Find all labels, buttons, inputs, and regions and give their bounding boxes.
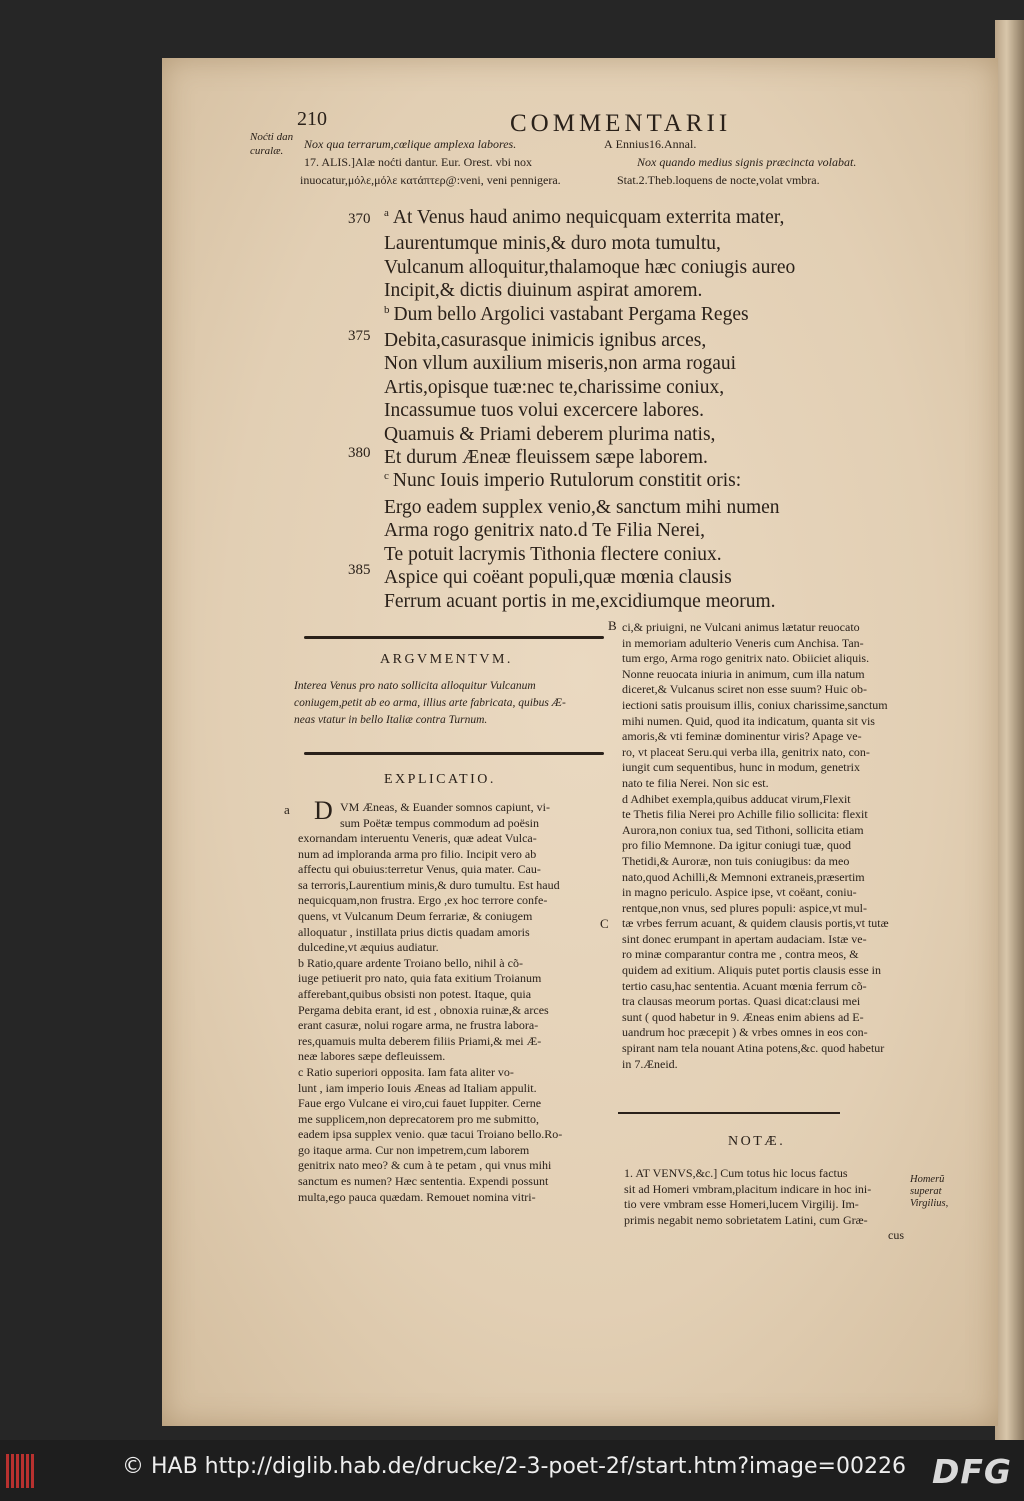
verse-mark: b (384, 303, 390, 316)
verse-text: Et durum Æneæ fleuissem sæpe laborem. (384, 447, 708, 469)
explicatio-line: neæ labores sæpe defleuissem. (298, 1049, 446, 1064)
left-gloss-line: Noćti dan (250, 131, 294, 143)
verse-line (384, 232, 795, 255)
right-column-line: Aurora,non coniux tua, sed Tithoni, sollicita etiam (622, 822, 864, 837)
header-line-left: Nox qua terrarum,cœlique amplexa labores. (304, 137, 517, 151)
explicatio-line: c Ratio superiori opposita. Iam fata aliter vo- (298, 1064, 514, 1079)
margin-letter: C (600, 916, 609, 931)
verse-text: Ferrum acuant portis in me,excidiumque meorum. (384, 590, 776, 612)
right-column-line: sint donec erumpant in apertam audaciam. Istæ ve- (622, 931, 867, 946)
explicatio-line: nequicquam,non frustra. Ergo ,ex hoc terrore confe- (298, 893, 548, 908)
explicatio-line: Pergama debita erant, id est , obnoxia ruinæ,& arces (298, 1002, 549, 1017)
right-column-line: tra clausas meorum portas. Quasi dicat:clausi mei (622, 994, 861, 1009)
notae-body (624, 1166, 904, 1244)
verse-line (384, 590, 795, 613)
verse-text: Arma rogo genitrix nato.d Te Filia Nerei, (384, 520, 706, 542)
verse-number: 385 (348, 562, 371, 578)
verse-number: 380 (348, 445, 371, 461)
copyright-link[interactable]: © HAB http://diglib.hab.de/drucke/2-3-poet-2f/start.htm?image=00226 (122, 1454, 906, 1479)
verse-text: Nunc Iouis imperio Rutulorum constitit oris: (392, 470, 742, 492)
verse-line (384, 279, 795, 302)
header-line-1-right (604, 136, 696, 152)
section-rule (304, 752, 604, 755)
explicatio-line: Faue ergo Vulcane ei viro,cui fauet Iuppiter. Cerne (298, 1096, 542, 1111)
argumentum-line: Interea Venus pro nato sollicita alloquitur Vulcanum (294, 680, 536, 692)
header-line-2-right (637, 154, 856, 170)
verse-text: Debita,casurasque inimicis ignibus arces, (384, 330, 707, 352)
right-column-line: iectioni satis prouisum illis, coniux charissime,sanctum (622, 697, 888, 712)
margin-note-line: Homerũ (910, 1174, 945, 1185)
dfg-logo: DFG (932, 1452, 1013, 1491)
verse-text: Vulcanum alloquitur,thalamoque hæc coniugis aureo (384, 256, 796, 278)
verse-number: 370 (348, 211, 371, 227)
explicatio-first-lines (340, 800, 550, 831)
verse-text: Incipit,& dictis diuinum aspirat amorem. (384, 280, 703, 302)
notae-title: NOTÆ. (728, 1134, 786, 1149)
header-line-left: 17. ALIS.]Alæ noćti dantur. Eur. Orest. vbi nox (304, 155, 532, 169)
folio-number: 210 (297, 108, 327, 130)
right-column-body (622, 620, 889, 1072)
verse-line (384, 566, 795, 589)
right-column-line: Nonne reuocata iniuria in animum, cum illa natum (622, 666, 865, 681)
verse-line (384, 469, 795, 495)
verse-line (384, 543, 795, 566)
header-ref-letter: A (604, 137, 613, 151)
verse-text: Laurentumque minis,& duro mota tumultu, (384, 233, 721, 255)
header-line-1 (304, 136, 516, 152)
right-column-line: quidem ad exitium. Aliquis putet portis clausis esse in (622, 963, 881, 978)
explicatio-line: res,quamuis multa deberem filiis Priami,& mei Æ- (298, 1033, 542, 1048)
right-column-line: ro, vt placeat Seru.qui verba illa, genitrix nato, con- (622, 744, 870, 759)
verse-text: Dum bello Argolici vastabant Pergama Reges (393, 303, 749, 325)
right-column-line: sunt ( quod habetur in 9. Æneas enim abiens ad E- (622, 1009, 864, 1024)
verse-text: Non vllum auxilium miseris,non arma rogaui (384, 353, 737, 375)
verse-line (384, 206, 795, 232)
explicatio-line: multa,ego pauca quædam. Remouet nomina vitri- (298, 1189, 536, 1204)
verse-text: Quamuis & Priami deberem plurima natis, (384, 423, 716, 445)
hab-logo-icon (6, 1454, 40, 1488)
explicatio-line: VM Æneas, & Euander somnos capiunt, vi- (340, 800, 550, 814)
verse-mark: c (384, 470, 389, 483)
explicatio-line: eadem ipsa supplex venio. quæ tacui Troiano bello.Ro- (298, 1127, 563, 1142)
right-column-line: pro filio Memnone. Da igitur coniugi tuæ, quod (622, 838, 851, 853)
running-head: COMMENTARII (510, 110, 732, 137)
verse-line (384, 446, 795, 469)
left-gloss (250, 130, 293, 158)
right-column-line: tæ vrbes ferrum acuant, & quidem clausis portis,vt tutæ (622, 916, 889, 931)
right-column-line: nato,quod Achilli,& Memnoni extraneis,præsertim (622, 869, 865, 884)
right-column-line: in magno periculo. Aspice ipse, vt coëant, coniu- (622, 885, 857, 900)
notae-line: 1. AT VENVS,&c.] Cum totus hic locus factus (624, 1166, 848, 1180)
verse-text: Ergo eadem supplex venio,& sanctum mihi numen (384, 496, 780, 518)
right-column-line: ro minæ comparantur contra me , contra meos, & (622, 947, 859, 962)
header-line-3 (300, 172, 561, 188)
right-column-line: uandrum hoc præcepit ) & vrbes omnes in eos con- (622, 1025, 868, 1040)
explicatio-line: sa terroris,Laurentium minis,& duro tumultu. Est haud (298, 877, 560, 892)
explicatio-line: sum Poëtæ tempus commodum ad poësin (340, 815, 539, 830)
book-binding-edge (995, 20, 1024, 1440)
verse-text: Aspice qui coëant populi,quæ mœnia clausis (384, 567, 732, 589)
verse-line (384, 423, 795, 446)
verse-text: At Venus haud animo nequicquam exterrita mater, (392, 207, 785, 228)
right-column-line: rentque,non vnus, sed plures populi: aspice,vt mul- (622, 900, 867, 915)
explicatio-line: b Ratio,quare ardente Troiano bello, nihil à cõ- (298, 955, 523, 970)
right-column-line: tum ergo, Arma rogo genitrix nato. Obiiciet aliquis. (622, 651, 870, 666)
verse-line (384, 496, 795, 519)
margin-note-line: superat (910, 1186, 942, 1197)
explicatio-line: exornandam interuentu Veneris, quæ adeat Vulca- (298, 831, 537, 845)
notae-line: tio vere vmbram esse Homeri,lucem Virgilij. Im- (624, 1197, 859, 1212)
verse-line (384, 329, 795, 352)
section-rule (304, 636, 604, 639)
explicatio-line: affectu qui obuius:terretur Venus, quia mater. Cau- (298, 862, 541, 877)
explicatio-line: go itaque arma. Cur non impetrem,cum laborem (298, 1142, 530, 1157)
book-page (162, 58, 998, 1426)
right-column-line: in memoriam adulterio Veneris cum Anchisa. Tan- (622, 635, 864, 650)
explicatio-line: me supplicem,non deprecatorem pro me submitto, (298, 1111, 539, 1126)
verse-text: Te potuit lacrymis Tithonia flectere coniux. (384, 543, 722, 565)
explicatio-line: num ad imploranda arma pro filio. Incipit vero ab (298, 846, 537, 861)
notae-line: cus (888, 1228, 904, 1243)
explicatio-line: quens, vt Vulcanum Deum ferrariæ, & coniugem (298, 908, 533, 923)
verse-line (384, 519, 795, 542)
explicatio-line: alloquatur , instillata prius dictis quadam amoris (298, 924, 530, 939)
explicatio-line: lunt , iam imperio Iouis Æneas ad Italiam appulit. (298, 1080, 537, 1095)
left-gloss-line: curalæ. (250, 145, 284, 157)
right-column-line: iungit cum sequentibus, hunc in modum, genetrix (622, 760, 860, 775)
verse-line (384, 352, 795, 375)
right-column-line: ci,& priuigni, ne Vulcani animus lætatur reuocato (622, 620, 860, 634)
argumentum-line: neas vtatur in bello Italiæ contra Turnum. (294, 714, 488, 726)
section-rule (618, 1112, 840, 1114)
argumentum-text (294, 678, 566, 729)
viewer-footer (0, 1440, 1024, 1501)
explicatio-line: sanctum es numen? Hæc sententia. Expendi possunt (298, 1174, 549, 1189)
right-column-line: d Adhibet exempla,quibus adducat virum,Flexit (622, 791, 851, 806)
verse-line (384, 256, 795, 279)
right-column-line: Thetidi,& Auroræ, non tuis coniugibus: da meo (622, 853, 850, 868)
argumentum-line: coniugem,petit ab eo arma, illius arte fabricata, quibus Æ- (294, 697, 566, 709)
right-column-line: in 7.Æneid. (622, 1056, 678, 1071)
explicatio-line: genitrix nato meo? & cum à te petam , qui vnus mihi (298, 1158, 552, 1173)
verse-number: 375 (348, 328, 371, 344)
margin-letter: a (284, 802, 290, 817)
margin-note (910, 1174, 948, 1210)
right-column-line: mihi numen. Quid, quod ita indicatum, quanta sit vis (622, 713, 875, 728)
explicatio-line: dulcedine,vt æquius audiatur. (298, 940, 439, 955)
verse-text: Incassumue tuos volui excercere labores. (384, 400, 704, 422)
margin-note-line: Virgilius, (910, 1198, 949, 1209)
header-line-left: inuocatur,μόλε,μόλε κατάπτερ@:veni, veni pennigera. (300, 173, 561, 187)
verse-line (384, 303, 795, 329)
notae-line: sit ad Homeri vmbram,placitum indicare in hoc ini- (624, 1181, 872, 1196)
header-line-right: Ennius16.Annal. (615, 137, 697, 151)
right-column-line: nato te filia Nerei. Non sic est. (622, 775, 769, 790)
explicatio-title: EXPLICATIO. (384, 772, 496, 787)
explicatio-line: erant casuræ, nolui rogare arma, ne frustra labora- (298, 1018, 539, 1033)
right-column-line: spirant nam tela nouant Atina potens,&c. quod habetur (622, 1041, 885, 1056)
header-line-3-right (617, 172, 820, 188)
explicatio-line: iuge petiuerit pro nato, quia fata exitium Troianum (298, 971, 542, 986)
verse-block (348, 206, 908, 612)
verse-line (384, 376, 795, 399)
verse-mark: a (384, 207, 389, 219)
right-column-line: te Thetis filia Nerei pro Achille filio sollicita: flexit (622, 807, 868, 822)
margin-letter: B (608, 618, 617, 633)
argumentum-title: ARGVMENTVM. (380, 652, 513, 667)
verse-lines (384, 206, 795, 613)
verse-line (384, 399, 795, 422)
header-line-right: Nox quando medius signis præcincta volabat. (637, 155, 857, 169)
right-column-line: amoris,& vti feminæ dominentur viris? Apage ve- (622, 729, 862, 744)
notae-line: primis negabit nemo sobrietatem Latini, cum Græ- (624, 1212, 868, 1227)
verse-text: Artis,opisque tuæ:nec te,charissime coniux, (384, 376, 725, 398)
explicatio-body (298, 831, 562, 1205)
right-column-line: diceret,& Vulcanus sciret non esse suum? Huic ob- (622, 682, 867, 697)
drop-cap: D (314, 796, 333, 825)
right-column-line: tertio casu,hac sententia. Acuant mœnia ferrum cõ- (622, 978, 867, 993)
explicatio-line: afferebant,quibus obsisti non potest. Itaque, quia (298, 986, 532, 1001)
header-line-right: Stat.2.Theb.loquens de nocte,volat vmbra. (617, 173, 820, 187)
header-line-2 (304, 154, 532, 170)
